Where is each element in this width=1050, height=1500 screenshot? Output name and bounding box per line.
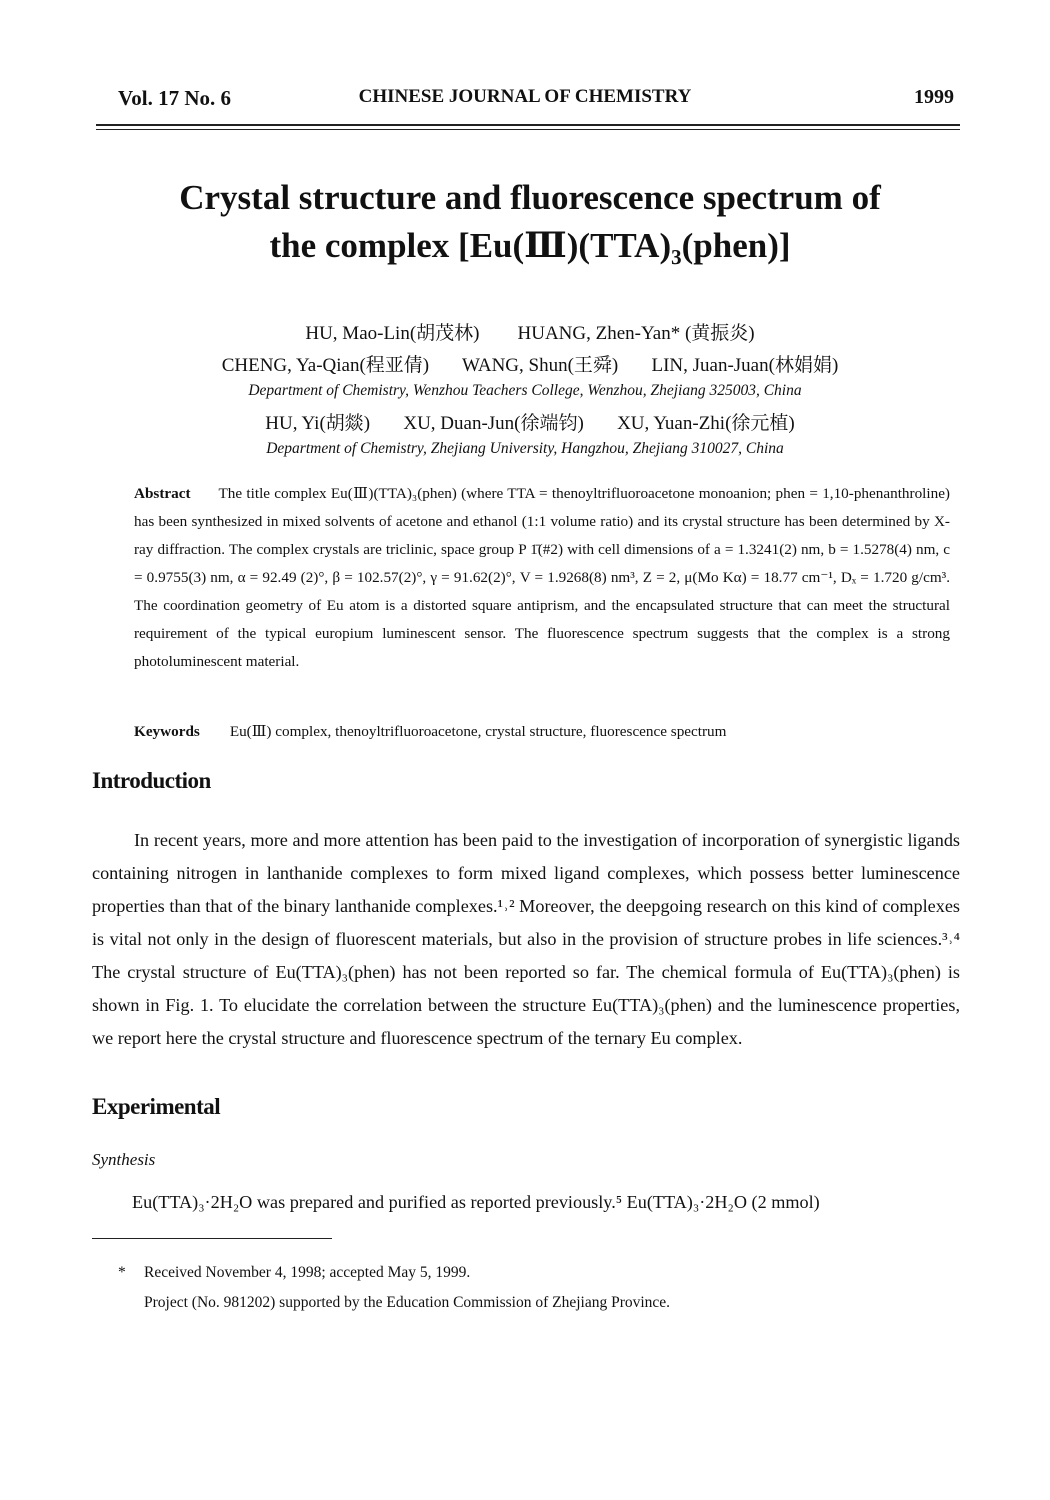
article-title-line-2: the complex [Eu(Ⅲ)(TTA)₃(phen)] [269, 226, 791, 265]
keywords-text: Eu(Ⅲ) complex, thenoyltrifluoroacetone, crystal structure, fluorescence spectrum [229, 723, 727, 740]
keywords [134, 722, 950, 741]
footnote-received-text: Received November 4, 1998; accepted May 5, 1999. [144, 1264, 471, 1281]
introduction-heading: Introduction [92, 768, 211, 793]
header-rule-thin [96, 129, 960, 130]
footnote-received [118, 1264, 470, 1282]
article-title-line-1: Crystal structure and fluorescence spectrum of [179, 178, 881, 217]
volume-number: Vol. 17 No. 6 [118, 86, 231, 110]
header-rule-thick [96, 124, 960, 126]
page-number: 1999 [914, 86, 954, 108]
introduction-paragraph: In recent years, more and more attention has been paid to the investigation of incorporation of synergistic ligands containing nitrogen in lanthanide complexes to form mixed ligand complexes, which possess better luminescence properties than that of the binary lanthanide complexes.¹˒² Moreover, the deepgoing research on this kind of complexes is vital not only in the design of fluorescent materials, but also in the provision of structure probes in life sciences.³˒⁴ The crystal structure of Eu(TTA)₃(phen) has not been reported so far. The chemical formula of Eu(TTA)₃(phen) is shown in Fig. 1. To elucidate the correlation between the structure Eu(TTA)₃(phen) and the luminescence properties, we report here the crystal structure and fluorescence spectrum of the ternary Eu complex. [92, 830, 960, 1048]
affiliation-1: Department of Chemistry, Wenzhou Teachers College, Wenzhou, Zhejiang 325003, China [248, 382, 802, 399]
authors-line-2: CHENG, Ya-Qian(程亚倩) WANG, Shun(王舜) LIN, Juan-Juan(林娟娟) [221, 355, 839, 376]
affiliation-2: Department of Chemistry, Zhejiang University, Hangzhou, Zhejiang 310027, China [266, 440, 784, 457]
synthesis-text: Eu(TTA)₃·2H₂O was prepared and purified as reported previously.⁵ Eu(TTA)₃·2H₂O (2 mmol) [132, 1192, 820, 1212]
authors-line-3: HU, Yi(胡燚) XU, Duan-Jun(徐端钧) XU, Yuan-Zhi(徐元植) [265, 413, 795, 434]
keywords-label: Keywords [134, 723, 200, 740]
abstract-text: The title complex Eu(Ⅲ)(TTA)₃(phen) (where TTA = thenoyltrifluoroacetone monoanion; phen = 1,10-phenanthroline) has been synthesized in mixed solvents of acetone and ethanol (1:1 volume ratio) and its crystal structure has been determined by X-ray diffraction. The complex crystals are triclinic, space group P 1̄(#2) with cell dimensions of a = 1.3241(2) nm, b = 1.5278(4) nm, c = 0.9755(3) nm, α = 92.49 (2)°, β = 102.57(2)°, γ = 91.62(2)°, V = 1.9268(8) nm³, Z = 2, μ(Mo Kα) = 18.77 cm⁻¹, Dₓ = 1.720 g/cm³. The coordination geometry of Eu atom is a distorted square antiprism, and the encapsulated structure that can meet the structural requirement of the typical europium luminescent sensor. The fluorescence spectrum suggests that the complex is a strong photoluminescent material. [134, 485, 950, 670]
footnote-marker: * [118, 1264, 126, 1281]
footnote-project: Project (No. 981202) supported by the Education Commission of Zhejiang Province. [144, 1294, 671, 1311]
experimental-heading: Experimental [92, 1094, 221, 1119]
abstract-label: Abstract [134, 485, 191, 502]
synthesis-subheading: Synthesis [92, 1150, 156, 1169]
footnote-rule [92, 1238, 332, 1239]
abstract [134, 480, 950, 676]
authors-line-1: HU, Mao-Lin(胡茂林) HUANG, Zhen-Yan* (黄振炎) [305, 323, 755, 344]
journal-name: CHINESE JOURNAL OF CHEMISTRY [358, 86, 692, 107]
